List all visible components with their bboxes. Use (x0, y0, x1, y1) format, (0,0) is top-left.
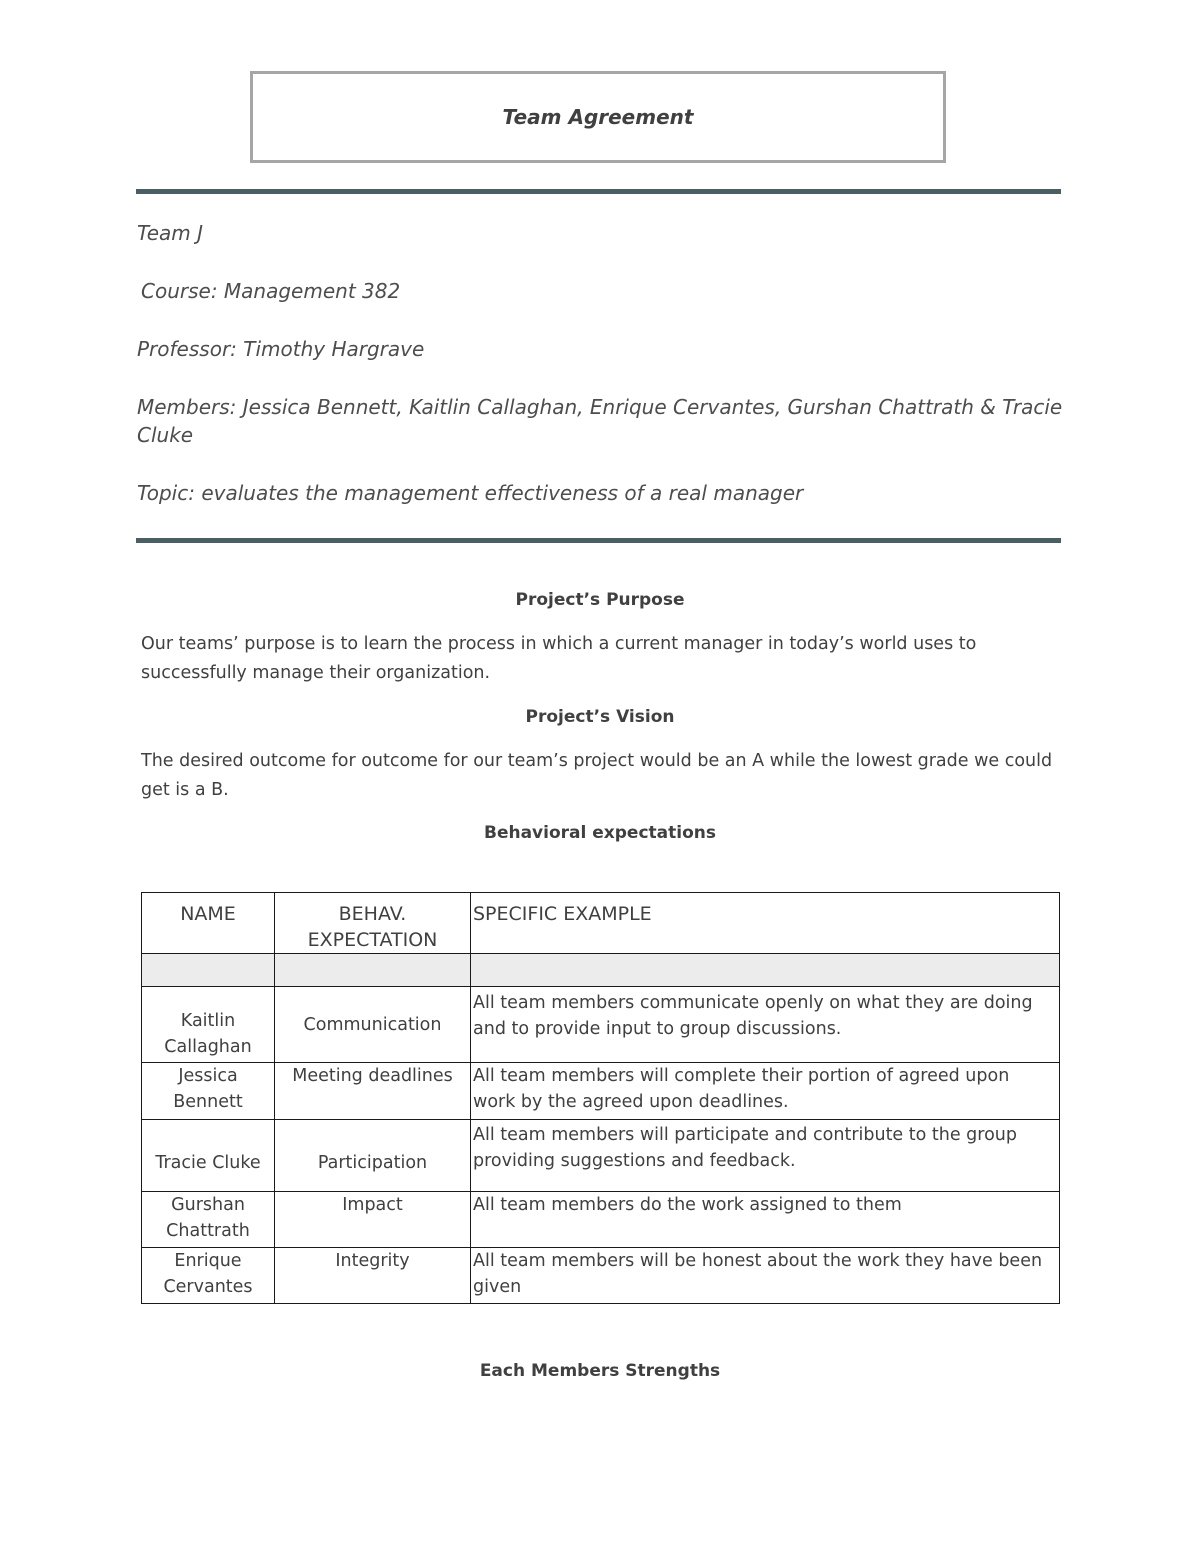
members-line (137, 393, 1062, 449)
spacer-cell (275, 954, 471, 987)
header-example: SPECIFIC EXAMPLE (471, 893, 1060, 954)
behavior-table (141, 892, 1060, 1304)
row-example: All team members will be honest about the work they have been given (471, 1248, 1060, 1304)
name-part: Callaghan (164, 1037, 252, 1057)
members-text-2: Cluke (137, 423, 194, 447)
members-text-1: Members: Jessica Bennett, Kaitlin Callaghan, Enrique Cervantes, Gurshan Chattrath & Tracie (137, 395, 1063, 419)
table-row (142, 1120, 1060, 1192)
name-part: Jessica (178, 1066, 238, 1086)
header-expectation-2: EXPECTATION (307, 929, 438, 951)
topic-line: Topic: evaluates the management effectiveness of a real manager (137, 481, 804, 505)
divider-bottom (136, 538, 1061, 543)
spacer-cell (471, 954, 1060, 987)
course-line: Course: Management 382 (141, 279, 401, 303)
name-part: Enrique (174, 1251, 242, 1271)
table-spacer-row (142, 954, 1060, 987)
row-expectation: Communication (275, 987, 471, 1063)
row-example: All team members will participate and contribute to the group providing suggestions and feedback. (471, 1120, 1060, 1192)
document-title: Team Agreement (502, 105, 694, 129)
header-name: NAME (142, 893, 275, 954)
row-expectation: Integrity (275, 1248, 471, 1304)
row-expectation: Participation (275, 1120, 471, 1192)
row-example: All team members communicate openly on what they are doing and to provide input to group discussions. (471, 987, 1060, 1063)
row-name (142, 1192, 275, 1248)
name-part: Chattrath (166, 1221, 250, 1241)
divider-top (136, 189, 1061, 194)
row-name: Tracie Cluke (142, 1120, 275, 1192)
strengths-heading: Each Members Strengths (479, 1361, 721, 1381)
table-row (142, 1248, 1060, 1304)
professor-line: Professor: Timothy Hargrave (137, 337, 425, 361)
name-part: Cervantes (163, 1277, 253, 1297)
name-part: Gurshan (171, 1195, 245, 1215)
team-name: Team J (137, 221, 204, 245)
title-box (250, 71, 946, 163)
purpose-text: Our teams’ purpose is to learn the process in which a current manager in today’s world uses to successfully manage their organization. (141, 634, 977, 683)
row-example: All team members do the work assigned to them (471, 1192, 1060, 1248)
behavior-heading: Behavioral expectations (484, 823, 716, 843)
name-part: Kaitlin (180, 1011, 236, 1031)
table-header-row (142, 893, 1060, 954)
table-row (142, 987, 1060, 1063)
row-expectation: Impact (275, 1192, 471, 1248)
header-expectation-1: BEHAV. (338, 903, 407, 925)
vision-heading: Project’s Vision (525, 707, 675, 727)
row-name (142, 1248, 275, 1304)
spacer-cell (142, 954, 275, 987)
row-expectation: Meeting deadlines (275, 1063, 471, 1120)
purpose-heading: Project’s Purpose (515, 590, 685, 610)
row-example: All team members will complete their portion of agreed upon work by the agreed upon deadlines. (471, 1063, 1060, 1120)
header-expectation (275, 893, 471, 954)
row-name (142, 987, 275, 1063)
name-part: Bennett (173, 1092, 243, 1112)
row-name (142, 1063, 275, 1120)
table-row (142, 1063, 1060, 1120)
table-row (142, 1192, 1060, 1248)
vision-text: The desired outcome for outcome for our team’s project would be an A while the lowest grade we could get is a B. (141, 751, 1053, 800)
